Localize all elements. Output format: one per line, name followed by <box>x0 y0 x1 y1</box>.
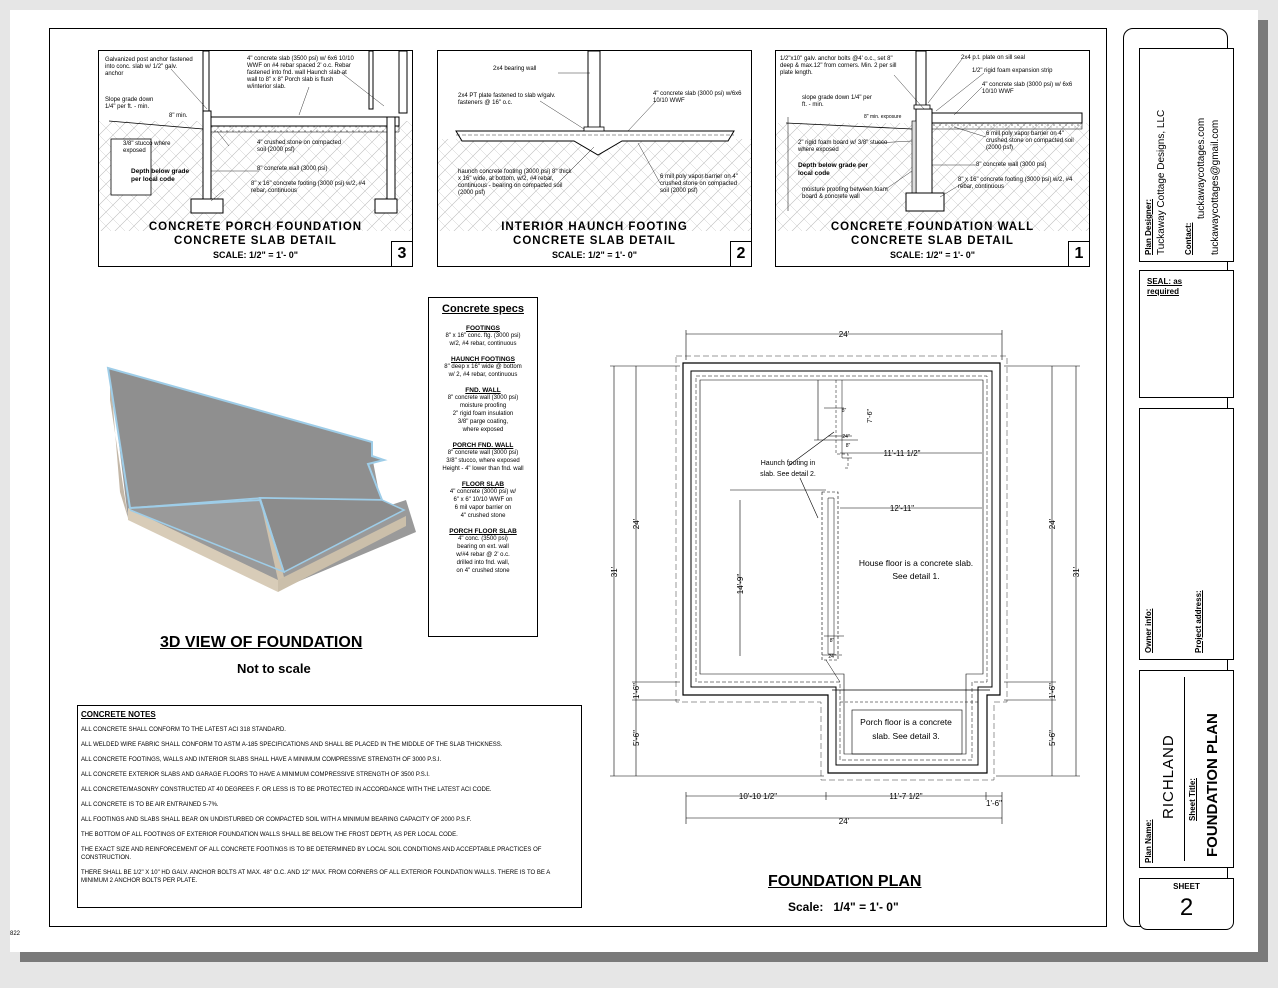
spec-footings <box>429 325 537 348</box>
spec-title: PORCH FND. WALL <box>452 442 514 449</box>
dim-small-8-c: 8" <box>829 638 835 644</box>
spec-title: FND. WALL <box>465 387 501 394</box>
detail-1-label-foam-strip: 1/2" rigid foam expansion strip <box>972 68 1053 74</box>
dim-left-lower: 5'-6" <box>632 730 641 746</box>
note-item: ALL CONCRETE IS TO BE AIR ENTRAINED 5-7%. <box>81 802 219 808</box>
seal-label-line-2: required <box>1147 287 1180 296</box>
detail-2-label-plate: 2x4 PT plate fastened to slab w/galv. fasteners @ 16" o.c. <box>458 93 556 106</box>
porch-note-line-1: Porch floor is a concrete <box>860 717 952 727</box>
dim-small-8-b: 8" <box>845 443 851 449</box>
spec-line: where exposed <box>462 427 504 433</box>
spec-line: 4" conc. (3500 psi) <box>458 536 508 542</box>
spec-line: 4" concrete (3000 psi) w/ <box>449 489 517 495</box>
detail-2-title-2: CONCRETE SLAB DETAIL <box>513 235 676 247</box>
spec-line: Height - 4" lower than fnd. wall <box>442 466 524 472</box>
note-item: ALL WELDED WIRE FABRIC SHALL CONFORM TO ASTM A-185 SPECIFICATIONS AND SHALL BE PLACED IN THE MIDDLE OF THE SLAB THICKNESS. <box>81 742 503 748</box>
designer-box <box>1139 48 1234 262</box>
dim-haunch-h2: 12'-11" <box>889 504 915 513</box>
spec-porch-floor-slab <box>429 528 537 575</box>
seal-label-line-1: SEAL: as <box>1147 277 1183 286</box>
spec-haunch-footings <box>429 356 537 379</box>
owner-project-box <box>1139 408 1234 660</box>
concrete-notes-box <box>77 705 582 908</box>
foundation-plan-scale <box>788 900 899 914</box>
view-3d-title: 3D VIEW OF FOUNDATION <box>160 634 363 651</box>
note-item: ALL CONCRETE FOOTINGS, WALLS AND INTERIOR SLABS SHALL HAVE A MINIMUM COMPRESSIVE STRENGTH OF 3000 P.S.I. <box>81 757 442 763</box>
haunch-note-line-1: Haunch footing in <box>760 460 816 467</box>
spec-line: 8" x 16" conc. ftg. (3000 psi) <box>445 333 521 339</box>
dim-bottom-left: 10'-10 1/2" <box>738 792 778 801</box>
house-note-line-2: See detail 1. <box>892 571 940 581</box>
designer-name: Tuckaway Cottage Designs, LLC <box>1156 109 1167 255</box>
detail-1-label-plate: 2x4 p.t. plate on sill seal <box>961 55 1026 61</box>
detail-1-number: 1 <box>1068 241 1089 266</box>
note-item: ALL FOOTINGS AND SLABS SHALL BEAR ON UNDISTURBED OR COMPACTED SOIL WITH A MINIMUM BEARING CAPACITY OF 2000 P.S.F. <box>81 817 472 823</box>
detail-3-label-slope: Slope grade down 1/4" per ft. - min. <box>105 97 154 110</box>
dim-top: 24' <box>838 330 850 339</box>
spec-line: 3/8" parge coating, <box>457 419 509 425</box>
sheet-number: 2 <box>1179 894 1194 921</box>
dim-left-upper: 24' <box>632 518 641 530</box>
detail-3-label-footing: 8" x 16" concrete footing (3000 psi) w/2, #4 rebar, continuous <box>251 181 366 194</box>
note-item: ALL CONCRETE/MASONRY CONSTRUCTED AT 40 DEGREES F. OR LESS IS TO BE PROTECTED IN ACCORDANCE WITH THE LATEST ACI CODE. <box>81 787 492 793</box>
sheet-title: FOUNDATION PLAN <box>1204 713 1221 857</box>
sheet-number-box <box>1139 878 1234 930</box>
foundation-plan-drawing <box>600 320 1090 830</box>
detail-1-label-moisture: moisture proofing between foam board & concrete wall <box>802 187 888 200</box>
plan-name: RICHLAND <box>1160 734 1177 819</box>
plan-name-box <box>1139 670 1234 868</box>
sheet-label: SHEET <box>1173 882 1200 891</box>
sheet-title-label: Sheet Title: <box>1188 778 1197 821</box>
detail-1-scale: SCALE: 1/2" = 1'- 0" <box>890 250 975 260</box>
dim-small-24-a: 24" <box>842 434 850 440</box>
detail-2-label-haunch: haunch concrete footing (3000 psi) 8" thick x 16" wide, at bottom, w/2, #4 rebar, continuous - bearing on compacted soil (2000 psf) <box>458 169 572 196</box>
foundation-3d-view <box>100 360 420 600</box>
spec-line: 6 mil vapor barrier on <box>454 505 512 511</box>
spec-line: bearing on ext. wall <box>457 544 509 550</box>
dim-right-lower: 5'-6" <box>1048 730 1057 746</box>
detail-2-label-bearing-wall: 2x4 bearing wall <box>493 66 537 72</box>
dim-small-8-a: 8" <box>841 408 847 414</box>
detail-3-porch-foundation <box>98 50 413 267</box>
spec-line: 2" rigid foam insulation <box>452 411 514 417</box>
spec-line: moisture proofing <box>459 403 507 409</box>
spec-title: FLOOR SLAB <box>461 481 505 488</box>
dim-bottom-mid: 11'-7 1/2" <box>889 792 923 801</box>
spec-line: w/ 2, #4 rebar, continuous <box>448 372 518 378</box>
spec-title: HAUNCH FOOTINGS <box>451 356 515 363</box>
detail-3-label-depth: Depth below grade per local code <box>131 168 190 183</box>
spec-title: FOOTINGS <box>466 325 500 332</box>
note-item: THE BOTTOM OF ALL FOOTINGS OF EXTERIOR FOUNDATION WALLS SHALL BE BELOW THE FROST DEPTH, AS PER LOCAL CODE. <box>81 832 458 838</box>
spec-line: w/#4 rebar @ 2' o.c. <box>456 552 510 558</box>
dim-haunch-length: 14'-9" <box>736 573 745 595</box>
detail-3-label-anchor: Galvanized post anchor fastened into conc. slab w/ 1/2" galv. anchor <box>105 57 193 77</box>
contact-website: tuckawaycottages.com <box>1196 117 1207 219</box>
detail-1-label-footing: 8" x 16" concrete footing (3000 psi) w/2, #4 rebar, continuous <box>958 177 1073 190</box>
seal-label <box>1147 277 1182 297</box>
detail-3-label-stone: 4" crushed stone on compacted soil (2000 psf) <box>257 140 342 153</box>
detail-3-title-1: CONCRETE PORCH FOUNDATION <box>148 221 363 233</box>
detail-2-label-slab: 4" concrete slab (3000 psi) w/6x6 10/10 WWF <box>653 91 742 104</box>
detail-1-title-1: CONCRETE FOUNDATION WALL <box>830 221 1035 233</box>
concrete-specs-box <box>428 297 538 637</box>
spec-title: PORCH FLOOR SLAB <box>449 528 517 535</box>
detail-2-label-vapor: 6 mill poly vapor barrier on 4" crushed stone on compacted soil (2000 psf) <box>660 174 738 194</box>
detail-1-label-anchor: 1/2"x10" galv. anchor bolts @4' o.c., set 8" deep & max.12" from corners. Min. 2 per sill plate length. <box>780 56 897 76</box>
dim-right-total: 31' <box>1072 566 1081 578</box>
detail-1-foundation-wall <box>775 50 1090 267</box>
detail-3-label-slab: 4" concrete slab (3500 psi) w/ 6x6 10/10 WWF on #4 rebar spaced 2' o.c. Rebar fastened into fnd. wall Haunch slab at wall to 8" x 8" Porch slab is flush w/interior slab. <box>247 56 354 90</box>
dim-small-24-b: 24" <box>828 654 836 660</box>
dim-haunch-h1: 11'-11 1/2" <box>883 449 921 458</box>
spec-porch-fnd-wall <box>429 442 537 473</box>
plan-name-divider <box>1184 677 1185 861</box>
detail-1-label-wall: 8" concrete wall (3000 psi) <box>976 162 1047 168</box>
view-3d-subtitle: Not to scale <box>237 661 311 676</box>
porch-note-line-2: slab. See detail 3. <box>872 731 940 741</box>
detail-1-label-depth: Depth below grade per local code <box>798 162 869 177</box>
detail-3-label-wall: 8" concrete wall (3000 psi) <box>257 166 328 172</box>
contact-email: tuckawaycottages@gmail.com <box>1210 119 1221 255</box>
scale-label: Scale: <box>788 900 824 914</box>
spec-line: 6" x 6" 10/10 WWF on <box>453 497 513 503</box>
foundation-plan-title: FOUNDATION PLAN <box>768 873 922 890</box>
scale-value: 1/4" = 1'- 0" <box>833 900 899 914</box>
detail-2-scale: SCALE: 1/2" = 1'- 0" <box>552 250 637 260</box>
dim-right-upper: 24' <box>1048 518 1057 530</box>
dim-left-total: 31' <box>610 566 619 578</box>
detail-1-label-foam-board: 2" rigid foam board w/ 3/8" stucco where exposed <box>798 140 888 153</box>
owner-label: Owner info: <box>1144 608 1153 653</box>
note-item: ALL CONCRETE EXTERIOR SLABS AND GARAGE FLOORS TO HAVE A MINIMUM COMPRESSIVE STRENGTH OF 3500 P.S.I. <box>81 772 430 778</box>
concrete-notes-heading: CONCRETE NOTES <box>81 710 156 719</box>
dim-bottom-right: 1'-6" <box>986 799 1002 808</box>
spec-fnd-wall <box>429 387 537 434</box>
designer-label: Plan Designer: <box>1144 198 1153 255</box>
plan-name-label: Plan Name: <box>1144 819 1153 863</box>
detail-1-label-exposure: 8" min. exposure <box>864 114 902 120</box>
dim-right-mid: 1'-6" <box>1048 683 1057 699</box>
haunch-note-line-2: slab. See detail 2. <box>760 471 816 478</box>
seal-box <box>1139 270 1234 398</box>
note-item: ALL CONCRETE SHALL CONFORM TO THE LATEST ACI 318 STANDARD. <box>81 727 286 733</box>
detail-1-label-slab: 4" concrete slab (3000 psi) w/ 6x6 10/10 WWF <box>982 82 1073 95</box>
detail-1-label-slope: slope grade down 1/4" per ft. - min. <box>802 95 872 108</box>
concrete-specs-heading: Concrete specs <box>442 303 524 315</box>
detail-3-label-stucco: 3/8" stucco where exposed <box>123 141 171 154</box>
project-address-label: Project address: <box>1194 590 1203 653</box>
spec-line: drilled into fnd. wall, <box>456 560 510 566</box>
detail-3-number: 3 <box>391 241 412 266</box>
spec-line: 8" deep x 16" wide @ bottom <box>444 364 522 370</box>
note-item: THE EXACT SIZE AND REINFORCEMENT OF ALL CONCRETE FOOTINGS IS TO BE DETERMINED BY LOCAL SOIL CONDITIONS AND ACCEPTABLE PRACTICES OF CONSTRUCTION. <box>81 847 542 861</box>
detail-1-title-2: CONCRETE SLAB DETAIL <box>851 235 1014 247</box>
note-item: THERE SHALL BE 1/2" X 10" HD GALV. ANCHOR BOLTS AT MAX. 48" O.C. AND 12" MAX. FROM CORNERS OF ALL EXTERIOR FOUNDATION WALLS. THERE IS TO BE A MINIMUM 2 ANCHOR BOLTS PER PLATE. <box>81 870 550 884</box>
spec-line: 8" concrete wall (3000 psi) <box>447 450 519 456</box>
detail-3-title-2: CONCRETE SLAB DETAIL <box>174 235 337 247</box>
contact-label: Contact: <box>1184 222 1193 255</box>
detail-2-number: 2 <box>730 241 751 266</box>
detail-1-label-vapor: 6 mill poly vapor barrier on 4" crushed stone on compacted soil (2000 psf) <box>986 131 1074 151</box>
detail-3-label-min: 8" min. <box>169 113 188 119</box>
dim-haunch-vert: 7'-6" <box>867 409 874 423</box>
spec-line: 3/8" stucco, where exposed <box>446 458 520 464</box>
detail-3-scale: SCALE: 1/2" = 1'- 0" <box>213 250 298 260</box>
spec-floor-slab <box>429 481 537 520</box>
detail-2-title-1: INTERIOR HAUNCH FOOTING <box>501 221 688 233</box>
spec-line: on 4" crushed stone <box>456 568 510 574</box>
detail-2-haunch-footing <box>437 50 752 267</box>
dim-left-mid: 1'-6" <box>632 683 641 699</box>
spec-line: 4" crushed stone <box>460 513 506 519</box>
dim-bottom: 24' <box>838 817 850 826</box>
spec-line: w/2, #4 rebar, continuous <box>449 341 517 347</box>
house-note-line-1: House floor is a concrete slab. <box>858 558 974 568</box>
spec-line: 8" concrete wall (3000 psi) <box>447 395 519 401</box>
corner-code: 822 <box>10 931 21 937</box>
